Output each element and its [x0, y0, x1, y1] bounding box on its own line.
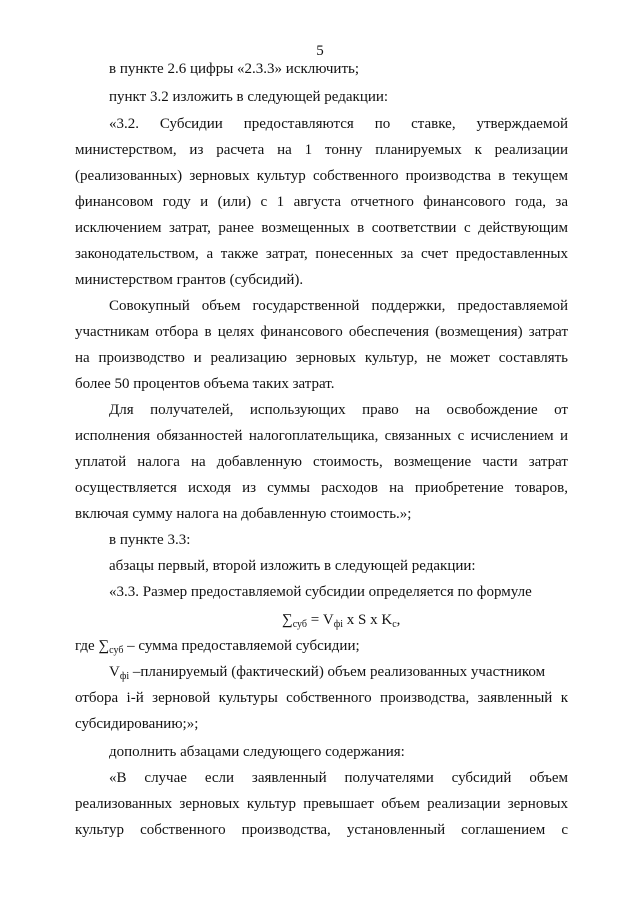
where-line	[75, 636, 360, 658]
text-line: Совокупный объем государственной поддержки, предоставляемой	[109, 298, 568, 314]
v-symbol: V	[109, 664, 120, 680]
sum-subscript: суб	[109, 645, 124, 656]
text-line: субсидированию;»;	[75, 716, 199, 732]
where-text: – сумма предоставляемой субсидии;	[123, 638, 360, 654]
text-line: (реализованных) зерновых культур собственного производства в текущем	[75, 168, 568, 184]
text-line: министерством, из расчета на 1 тонну планируемых к реализации	[75, 142, 568, 158]
text-line: исполнения обязанностей налогоплательщика, связанных с исчислением и	[75, 428, 568, 444]
sum-symbol: ∑	[282, 612, 293, 628]
text-line: на производство и реализацию зерновых культур, не может составлять	[75, 350, 568, 366]
text-line: пункт 3.2 изложить в следующей редакции:	[109, 89, 389, 105]
subsidy-formula	[282, 610, 400, 632]
sum-subscript: суб	[292, 619, 307, 630]
text-line: министерством грантов (субсидий).	[75, 272, 304, 288]
text-line: законодательством, а также затрат, понесенных за счет предоставленных	[75, 246, 568, 262]
formula-rest: x S x K	[343, 612, 393, 628]
page-number: 5	[316, 43, 324, 59]
text-line: реализованных зерновых культур превышает объем реализации зерновых	[75, 796, 568, 812]
formula-eq: = V	[306, 612, 334, 628]
text-line: более 50 процентов объема таких затрат.	[75, 376, 335, 392]
k-subscript: c	[392, 619, 397, 630]
text-line: участникам отбора в целях финансового обеспечения (возмещения) затрат	[75, 324, 568, 340]
text-line: абзацы первый, второй изложить в следующей редакции:	[109, 558, 476, 574]
text-line: отбора i-й зерновой культуры собственного производства, заявленный к	[75, 690, 568, 706]
text-line: дополнить абзацами следующего содержания:	[109, 744, 405, 760]
v-definition-text: –планируемый (фактический) объем реализованных участником	[129, 664, 546, 680]
text-line: исключением затрат, ранее возмещенных в соответствии с действующим	[75, 220, 568, 236]
formula-tail: ,	[396, 612, 401, 628]
text-line: культур собственного производства, установленный соглашением с	[75, 822, 568, 838]
v-subscript: фi	[333, 619, 344, 630]
text-line: осуществляется исходя из суммы расходов на приобретение товаров,	[75, 480, 568, 496]
text-line: финансовом году и (или) с 1 августа отчетного финансового года, за	[75, 194, 568, 210]
where-prefix: где	[75, 638, 99, 654]
text-line: Для получателей, использующих право на освобождение от	[109, 402, 568, 418]
text-line: «3.3. Размер предоставляемой субсидии определяется по формуле	[109, 584, 532, 600]
v-definition-line	[109, 662, 545, 684]
text-line: уплатой налога на добавленную стоимость, возмещение части затрат	[75, 454, 568, 470]
sum-symbol: ∑	[98, 638, 110, 654]
text-line: в пункте 2.6 цифры «2.3.3» исключить;	[109, 61, 360, 77]
v-subscript: фi	[119, 671, 130, 682]
text-line: «3.2. Субсидии предоставляются по ставке, утверждаемой	[109, 116, 568, 132]
text-line: включая сумму налога на добавленную стоимость.»;	[75, 506, 412, 522]
text-line: «В случае если заявленный получателями субсидий объем	[109, 770, 568, 786]
text-line: в пункте 3.3:	[109, 532, 191, 548]
